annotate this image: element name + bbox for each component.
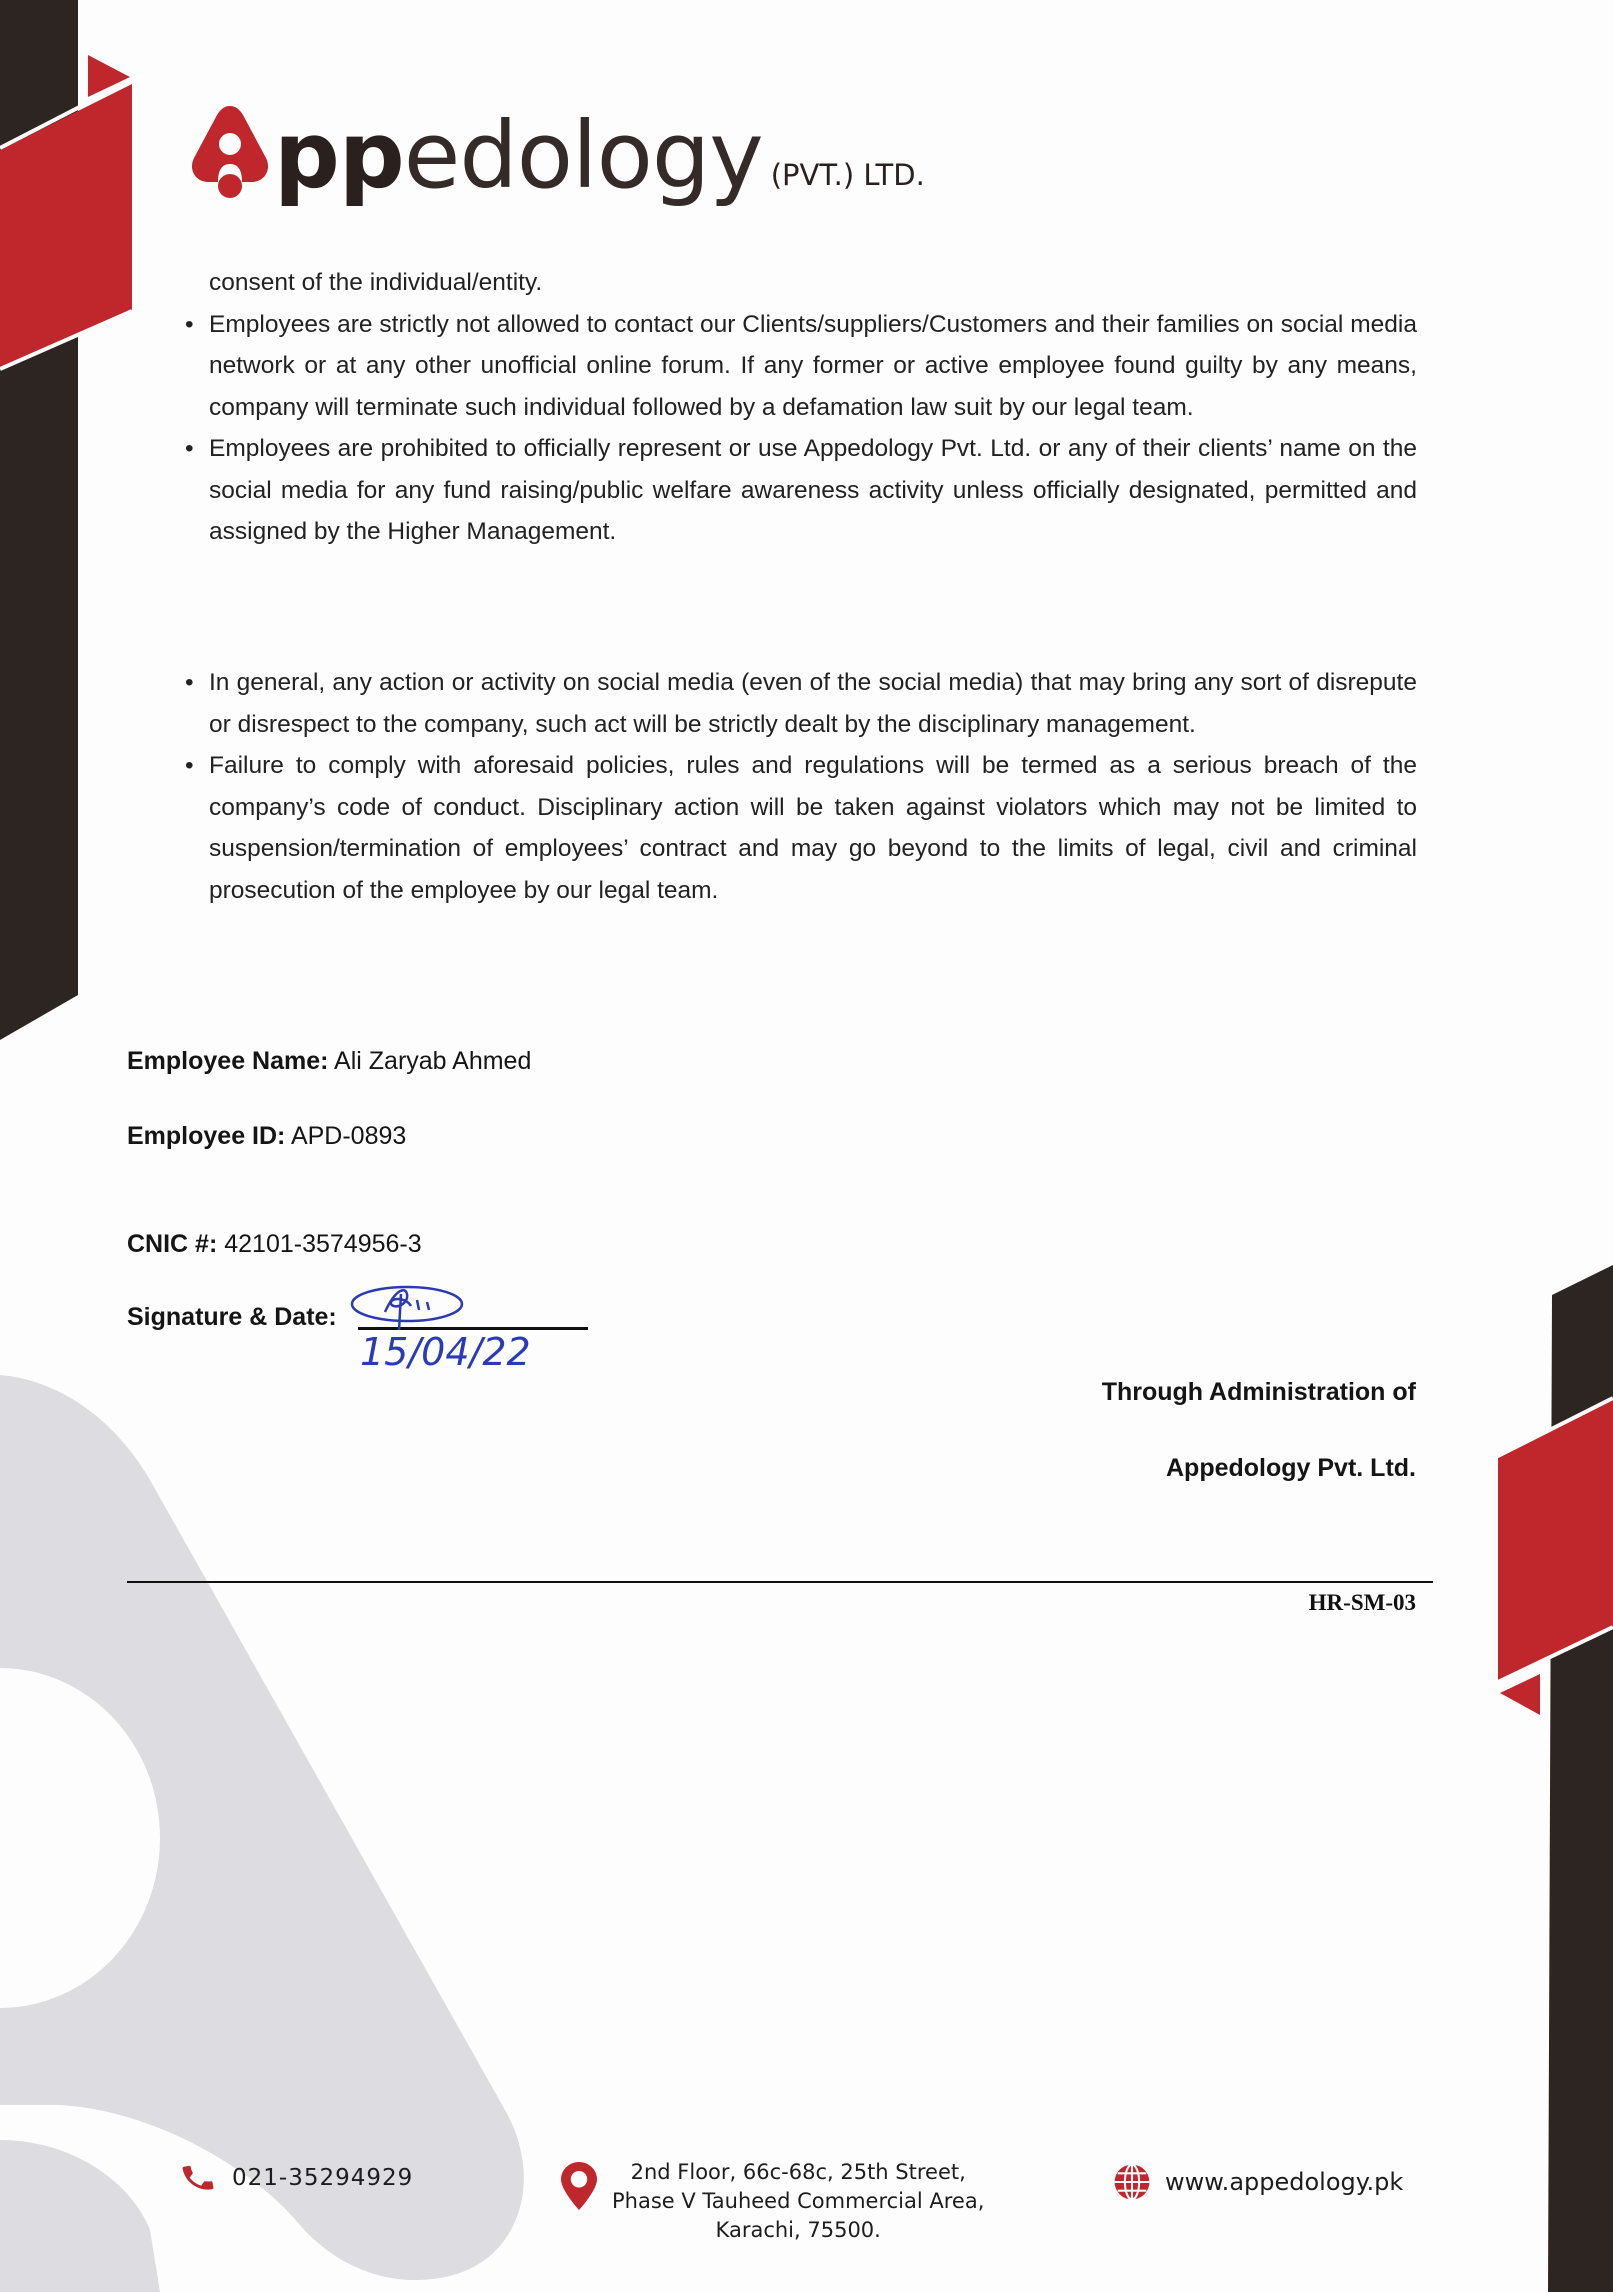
website-link[interactable]: www.appedology.pk: [1165, 2168, 1404, 2196]
signature-field: [127, 1303, 337, 1332]
employee-id-value: APD-0893: [290, 1122, 407, 1150]
bullet-icon: •: [185, 310, 194, 338]
address-line-1: 2nd Floor, 66c-68c, 25th Street,: [630, 2160, 966, 2184]
handwritten-date: 15/04/22: [360, 1330, 531, 1374]
handwritten-signature: [345, 1280, 470, 1332]
phone-icon: [180, 2160, 216, 2196]
bullet-text: In general, any action or activity on social media (even of the social media) that may bring any sort of disrepute or disrespect to the company, such act will be strictly dealt by the disciplinary management.: [209, 669, 1417, 738]
footer-address: [560, 2158, 984, 2245]
map-pin-icon: [560, 2162, 598, 2210]
bullet-text: Employees are strictly not allowed to contact our Clients/suppliers/Customers and their families on social media network or at any other unofficial online forum. If any former or active employee found guilty by any means, company will terminate such individual followed by a defamation law suit by our legal team.: [209, 310, 1417, 421]
closing-line-1: Through Administration of: [1101, 1378, 1416, 1406]
policy-text-block-2: [185, 662, 1417, 911]
bullet-icon: •: [185, 752, 194, 779]
policy-bullet-3: [185, 662, 1417, 745]
footer-website: [1113, 2163, 1403, 2201]
globe-icon: [1113, 2163, 1151, 2201]
policy-bullet-4: [185, 745, 1417, 911]
address-line-2: Phase V Tauheed Commercial Area,: [612, 2189, 985, 2213]
employee-name-label: Employee Name:: [127, 1047, 329, 1075]
policy-bullet-1: [185, 304, 1417, 429]
employee-name-value: Ali Zaryab Ahmed: [334, 1047, 532, 1075]
bullet-text: Employees are prohibited to officially represent or use Appedology Pvt. Ltd. or any of their clients’ name on the social media for any fund raising/public welfare awareness activity unless officially designated, permitted and assigned by the Higher Management.: [209, 435, 1417, 545]
cnic-value: 42101-3574956-3: [224, 1230, 422, 1258]
address-text: [612, 2158, 984, 2245]
employee-id-label: Employee ID:: [127, 1122, 286, 1150]
logo-wordmark: [274, 102, 763, 209]
footer-phone: [180, 2160, 413, 2196]
signature-label: Signature & Date:: [127, 1303, 337, 1331]
bullet-icon: •: [185, 435, 194, 462]
bullet-icon: •: [185, 669, 194, 696]
policy-text-block-1: [185, 262, 1417, 553]
closing-line-2: Appedology Pvt. Ltd.: [1166, 1454, 1416, 1482]
logo-bold-part: pp: [274, 102, 404, 209]
gray-swoosh-lower-lobe: [0, 2140, 160, 2292]
logo-light-part: edology: [403, 102, 763, 209]
logo-suffix: (PVT.) LTD.: [770, 158, 925, 192]
employee-id-field: [127, 1122, 406, 1151]
policy-bullet-2: [185, 428, 1417, 553]
continuation-text: consent of the individual/entity.: [209, 269, 543, 296]
appedology-a-mark-icon: [190, 102, 270, 202]
address-line-3: Karachi, 75500.: [715, 2218, 881, 2242]
employee-name-field: [127, 1047, 531, 1076]
phone-number[interactable]: 021-35294929: [232, 2165, 414, 2191]
document-code: HR-SM-03: [1308, 1590, 1416, 1615]
bullet-text: Failure to comply with aforesaid policies, rules and regulations will be termed as a serious breach of the company’s code of conduct. Disciplinary action will be taken against violators which may not be limited to suspension/termination of employees’ contract and may go beyond to the limits of legal, civil and criminal prosecution of the employee by our legal team.: [209, 752, 1417, 904]
company-logo: [190, 92, 925, 209]
footer-rule: [127, 1581, 1433, 1583]
cnic-field: [127, 1230, 422, 1259]
cnic-label: CNIC #:: [127, 1230, 218, 1258]
